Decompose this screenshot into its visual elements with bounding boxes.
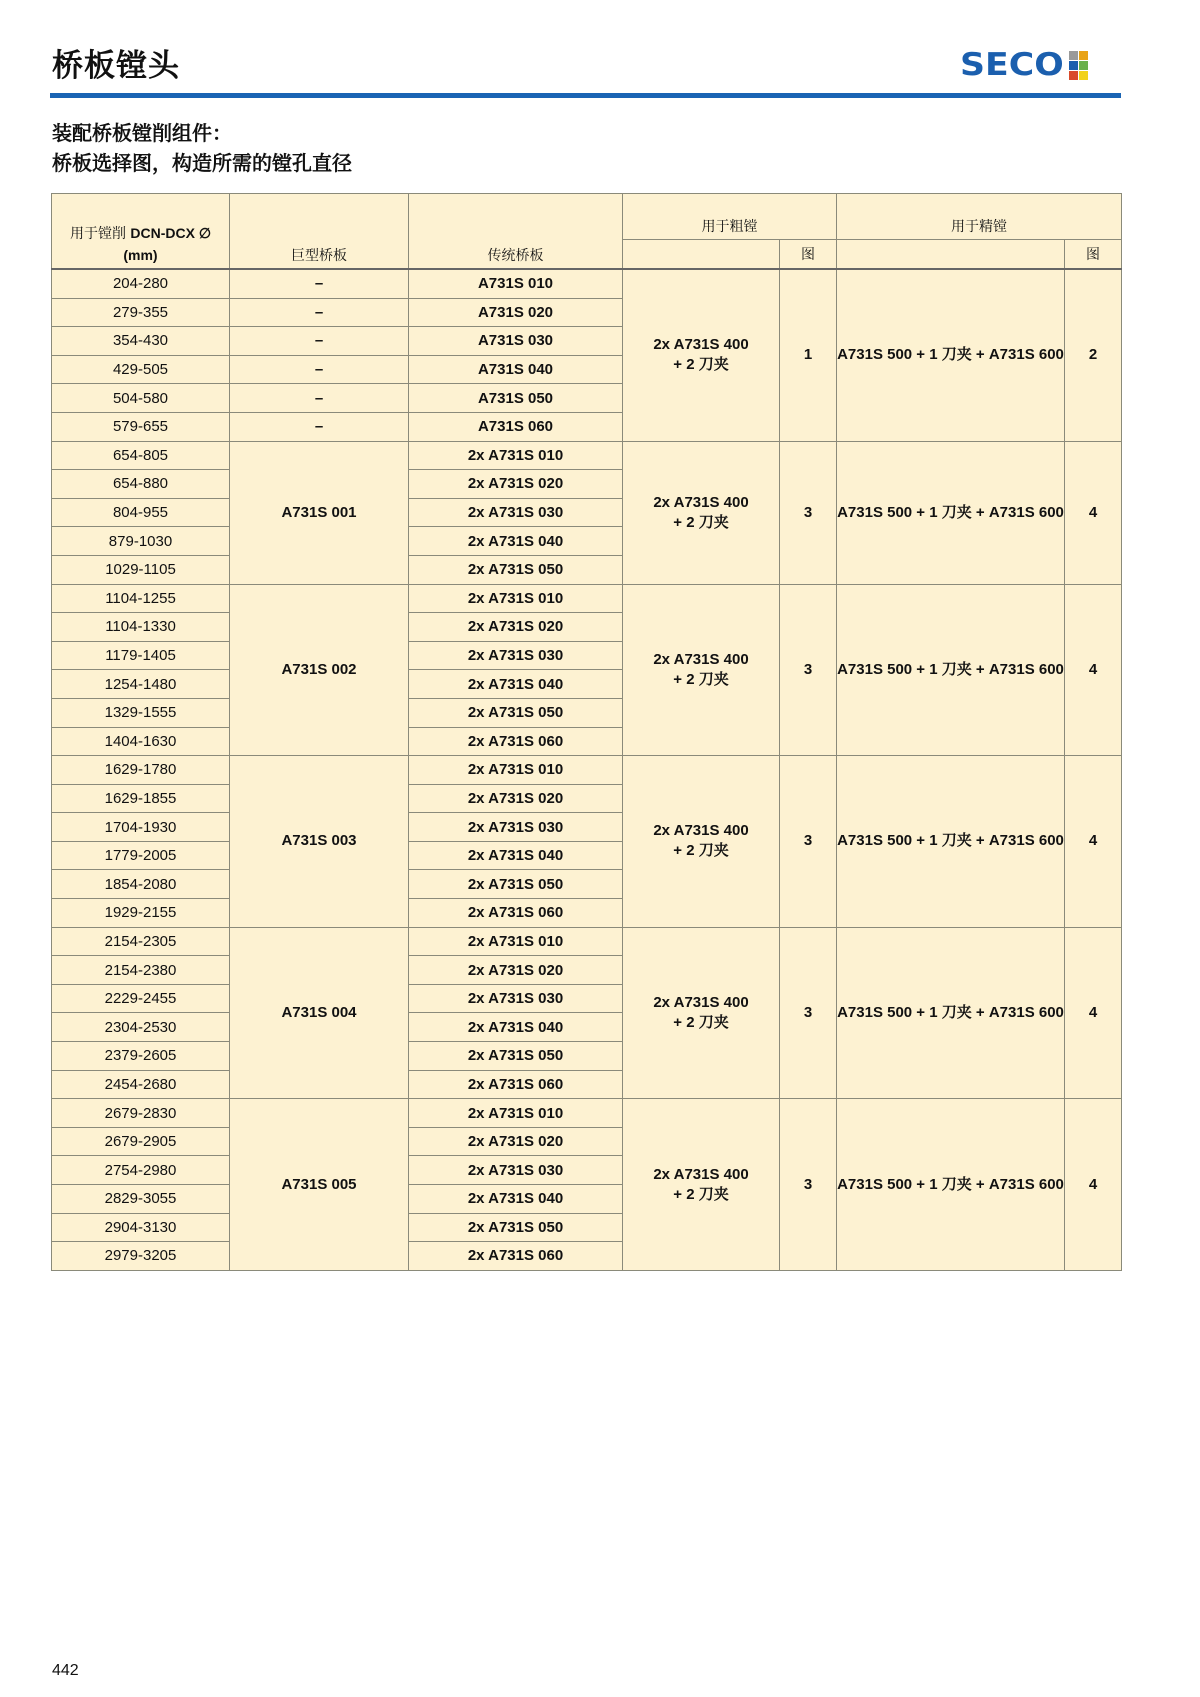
- traditional-bridge-cell: 2x A731S 020: [409, 613, 623, 642]
- table-row: [52, 756, 1122, 785]
- range-cell: 2679-2905: [52, 1127, 230, 1156]
- traditional-bridge-cell: A731S 010: [409, 269, 623, 298]
- logo-square-3: [1069, 61, 1078, 70]
- rough-boring-line-2: + 2 刀夹: [673, 1013, 729, 1031]
- range-cell: 804-955: [52, 498, 230, 527]
- traditional-bridge-cell: 2x A731S 050: [409, 870, 623, 899]
- giant-bridge-cell: –: [230, 384, 409, 413]
- rough-fig-cell: 3: [780, 1099, 837, 1271]
- traditional-bridge-cell: A731S 050: [409, 384, 623, 413]
- range-cell: 2154-2305: [52, 927, 230, 956]
- logo-square-2: [1079, 51, 1088, 60]
- finish-boring-cell: A731S 500 + 1 刀夹 + A731S 600: [837, 584, 1065, 756]
- range-cell: 1104-1330: [52, 613, 230, 642]
- col-header-traditional: 传统桥板: [409, 194, 623, 270]
- range-cell: 579-655: [52, 412, 230, 441]
- rough-boring-line-1: 2x A731S 400: [653, 1165, 749, 1183]
- giant-bridge-cell: A731S 004: [230, 927, 409, 1099]
- giant-bridge-cell: A731S 002: [230, 584, 409, 756]
- range-cell: 2304-2530: [52, 1013, 230, 1042]
- traditional-bridge-cell: 2x A731S 060: [409, 1070, 623, 1099]
- subtitle-line-2: 桥板选择图，构造所需的镗孔直径: [52, 151, 352, 175]
- col-header-rough-fig: 图: [780, 240, 837, 270]
- rough-boring-cell: [623, 927, 780, 1099]
- rough-boring-line-1: 2x A731S 400: [653, 336, 749, 354]
- rough-boring-line-2: + 2 刀夹: [673, 670, 729, 688]
- traditional-bridge-cell: 2x A731S 020: [409, 956, 623, 985]
- range-cell: 1029-1105: [52, 555, 230, 584]
- header-rule: [50, 93, 1121, 98]
- finish-boring-cell: A731S 500 + 1 刀夹 + A731S 600: [837, 1099, 1065, 1271]
- rough-boring-cell: [623, 584, 780, 756]
- giant-bridge-cell: –: [230, 327, 409, 356]
- range-cell: 1929-2155: [52, 899, 230, 928]
- range-cell: 429-505: [52, 355, 230, 384]
- traditional-bridge-cell: 2x A731S 010: [409, 756, 623, 785]
- finish-boring-cell: A731S 500 + 1 刀夹 + A731S 600: [837, 269, 1065, 441]
- traditional-bridge-cell: 2x A731S 060: [409, 1242, 623, 1271]
- rough-fig-cell: 3: [780, 927, 837, 1099]
- range-cell: 879-1030: [52, 527, 230, 556]
- col-header-finish-spec: [837, 240, 1065, 270]
- traditional-bridge-cell: A731S 030: [409, 327, 623, 356]
- rough-boring-line-2: + 2 刀夹: [673, 1185, 729, 1203]
- traditional-bridge-cell: 2x A731S 010: [409, 584, 623, 613]
- rough-fig-cell: 1: [780, 269, 837, 441]
- rough-fig-cell: 3: [780, 441, 837, 584]
- col-header-range-label: 用于镗削: [69, 226, 126, 242]
- range-cell: 1404-1630: [52, 727, 230, 756]
- finish-boring-cell: A731S 500 + 1 刀夹 + A731S 600: [837, 756, 1065, 928]
- subtitle: [52, 118, 352, 178]
- rough-boring-line-2: + 2 刀夹: [673, 356, 729, 374]
- bridge-selection-table: [51, 193, 1122, 1271]
- range-cell: 1704-1930: [52, 813, 230, 842]
- range-cell: 1854-2080: [52, 870, 230, 899]
- traditional-bridge-cell: 2x A731S 020: [409, 1127, 623, 1156]
- range-cell: 279-355: [52, 298, 230, 327]
- page-number: 442: [52, 1662, 79, 1679]
- range-cell: 2979-3205: [52, 1242, 230, 1271]
- traditional-bridge-cell: 2x A731S 040: [409, 1185, 623, 1214]
- finish-fig-cell: 2: [1065, 269, 1122, 441]
- rough-boring-line-2: + 2 刀夹: [673, 513, 729, 531]
- range-cell: 2679-2830: [52, 1099, 230, 1128]
- range-cell: 1179-1405: [52, 641, 230, 670]
- col-header-range-code: DCN-DCX ∅: [130, 225, 212, 241]
- table-row: [52, 1099, 1122, 1128]
- traditional-bridge-cell: 2x A731S 030: [409, 813, 623, 842]
- logo-square-6: [1079, 71, 1088, 80]
- range-cell: 1629-1780: [52, 756, 230, 785]
- rough-boring-line-1: 2x A731S 400: [653, 993, 749, 1011]
- col-header-rough-spec: [623, 240, 780, 270]
- col-header-finish-fig: 图: [1065, 240, 1122, 270]
- rough-boring-cell: [623, 269, 780, 441]
- giant-bridge-cell: A731S 005: [230, 1099, 409, 1271]
- col-header-range-unit: (mm): [123, 247, 158, 263]
- range-cell: 1104-1255: [52, 584, 230, 613]
- rough-boring-cell: [623, 441, 780, 584]
- logo-square-4: [1079, 61, 1088, 70]
- giant-bridge-cell: A731S 001: [230, 441, 409, 584]
- table-row: [52, 441, 1122, 470]
- traditional-bridge-cell: 2x A731S 040: [409, 527, 623, 556]
- rough-boring-line-2: + 2 刀夹: [673, 842, 729, 860]
- range-cell: 2454-2680: [52, 1070, 230, 1099]
- table-row: [52, 927, 1122, 956]
- range-cell: 2904-3130: [52, 1213, 230, 1242]
- range-cell: 654-880: [52, 470, 230, 499]
- range-cell: 2829-3055: [52, 1185, 230, 1214]
- traditional-bridge-cell: 2x A731S 020: [409, 470, 623, 499]
- giant-bridge-cell: –: [230, 412, 409, 441]
- finish-fig-cell: 4: [1065, 927, 1122, 1099]
- col-header-finish: 用于精镗: [837, 194, 1122, 240]
- rough-boring-line-1: 2x A731S 400: [653, 493, 749, 511]
- finish-fig-cell: 4: [1065, 756, 1122, 928]
- range-cell: 1629-1855: [52, 784, 230, 813]
- giant-bridge-cell: –: [230, 298, 409, 327]
- traditional-bridge-cell: 2x A731S 030: [409, 641, 623, 670]
- traditional-bridge-cell: 2x A731S 010: [409, 927, 623, 956]
- range-cell: 1254-1480: [52, 670, 230, 699]
- traditional-bridge-cell: 2x A731S 060: [409, 727, 623, 756]
- range-cell: 1329-1555: [52, 698, 230, 727]
- table-row: [52, 584, 1122, 613]
- range-cell: 2379-2605: [52, 1042, 230, 1071]
- traditional-bridge-cell: 2x A731S 050: [409, 1042, 623, 1071]
- range-cell: 2229-2455: [52, 984, 230, 1013]
- traditional-bridge-cell: 2x A731S 030: [409, 984, 623, 1013]
- col-header-giant: 巨型桥板: [230, 194, 409, 270]
- range-cell: 204-280: [52, 269, 230, 298]
- traditional-bridge-cell: 2x A731S 030: [409, 498, 623, 527]
- traditional-bridge-cell: 2x A731S 060: [409, 899, 623, 928]
- finish-fig-cell: 4: [1065, 1099, 1122, 1271]
- rough-boring-line-1: 2x A731S 400: [653, 822, 749, 840]
- table-row: [52, 269, 1122, 298]
- range-cell: 654-805: [52, 441, 230, 470]
- logo-square-5: [1069, 71, 1078, 80]
- giant-bridge-cell: –: [230, 269, 409, 298]
- giant-bridge-cell: –: [230, 355, 409, 384]
- range-cell: 504-580: [52, 384, 230, 413]
- page-title: 桥板镗头: [52, 48, 180, 84]
- traditional-bridge-cell: 2x A731S 040: [409, 1013, 623, 1042]
- traditional-bridge-cell: 2x A731S 010: [409, 1099, 623, 1128]
- finish-boring-cell: A731S 500 + 1 刀夹 + A731S 600: [837, 441, 1065, 584]
- traditional-bridge-cell: 2x A731S 020: [409, 784, 623, 813]
- finish-fig-cell: 4: [1065, 584, 1122, 756]
- logo-square-1: [1069, 51, 1078, 60]
- subtitle-line-1: 装配桥板镗削组件：: [52, 121, 232, 145]
- seco-logo: [960, 47, 1088, 83]
- traditional-bridge-cell: 2x A731S 050: [409, 555, 623, 584]
- traditional-bridge-cell: 2x A731S 050: [409, 698, 623, 727]
- rough-boring-cell: [623, 1099, 780, 1271]
- traditional-bridge-cell: 2x A731S 050: [409, 1213, 623, 1242]
- range-cell: 2154-2380: [52, 956, 230, 985]
- traditional-bridge-cell: 2x A731S 030: [409, 1156, 623, 1185]
- rough-boring-line-1: 2x A731S 400: [653, 650, 749, 668]
- range-cell: 2754-2980: [52, 1156, 230, 1185]
- traditional-bridge-cell: 2x A731S 040: [409, 841, 623, 870]
- traditional-bridge-cell: A731S 040: [409, 355, 623, 384]
- finish-fig-cell: 4: [1065, 441, 1122, 584]
- traditional-bridge-cell: 2x A731S 010: [409, 441, 623, 470]
- traditional-bridge-cell: 2x A731S 040: [409, 670, 623, 699]
- rough-fig-cell: 3: [780, 756, 837, 928]
- traditional-bridge-cell: A731S 020: [409, 298, 623, 327]
- col-header-rough: 用于粗镗: [623, 194, 837, 240]
- rough-boring-cell: [623, 756, 780, 928]
- logo-mark-icon: [1069, 51, 1088, 80]
- col-header-range: [52, 194, 230, 270]
- finish-boring-cell: A731S 500 + 1 刀夹 + A731S 600: [837, 927, 1065, 1099]
- range-cell: 354-430: [52, 327, 230, 356]
- range-cell: 1779-2005: [52, 841, 230, 870]
- logo-text: SECO: [960, 47, 1064, 83]
- giant-bridge-cell: A731S 003: [230, 756, 409, 928]
- traditional-bridge-cell: A731S 060: [409, 412, 623, 441]
- rough-fig-cell: 3: [780, 584, 837, 756]
